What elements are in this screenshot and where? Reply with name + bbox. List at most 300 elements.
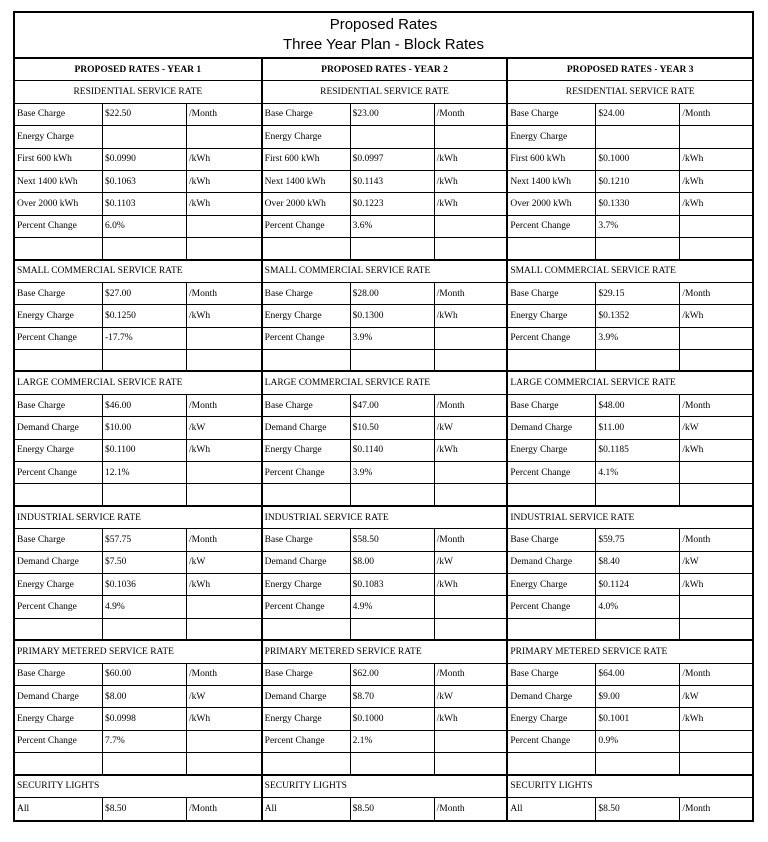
rate-value <box>596 753 680 773</box>
rate-value: $47.00 <box>351 395 435 416</box>
rate-value <box>351 619 435 639</box>
section-label: RESIDENTIAL SERVICE RATE <box>565 87 695 98</box>
rate-unit <box>435 619 507 639</box>
table-row <box>508 328 752 350</box>
rate-value: $0.1330 <box>596 193 680 214</box>
rate-label: Base Charge <box>508 395 596 416</box>
rate-label: Percent Change <box>263 216 351 237</box>
rate-unit <box>680 350 752 370</box>
rate-value: $10.50 <box>351 417 435 438</box>
rate-label <box>15 350 103 370</box>
rate-label <box>508 484 596 504</box>
rate-label: Percent Change <box>15 731 103 752</box>
rate-unit <box>187 619 261 639</box>
section-label: INDUSTRIAL SERVICE RATE <box>17 512 141 523</box>
rate-label: Percent Change <box>15 462 103 483</box>
rate-label: Percent Change <box>263 731 351 752</box>
rate-unit: /kWh <box>682 579 704 590</box>
section-label: LARGE COMMERCIAL SERVICE RATE <box>17 378 183 389</box>
rate-unit: /kW <box>189 691 206 702</box>
year-columns <box>15 59 752 820</box>
rate-label <box>263 350 351 370</box>
rate-label: Energy Charge <box>508 126 596 147</box>
rate-label: First 600 kWh <box>263 149 351 170</box>
rate-unit: /kW <box>436 557 454 568</box>
table-row <box>263 440 507 462</box>
rate-value: -17.7% <box>103 328 187 349</box>
section-label: SMALL COMMERCIAL SERVICE RATE <box>264 266 431 277</box>
table-row <box>263 171 507 193</box>
rate-value: $9.00 <box>596 686 680 707</box>
rate-value: 3.7% <box>596 216 680 237</box>
section-label: RESIDENTIAL SERVICE RATE <box>320 87 449 98</box>
rate-label <box>15 484 103 504</box>
table-row <box>508 440 752 462</box>
rate-label: Base Charge <box>508 664 596 685</box>
rate-unit: /kWh <box>436 154 458 165</box>
rate-label: Demand Charge <box>263 552 351 573</box>
rate-value: $28.00 <box>351 283 435 304</box>
rate-unit: /Month <box>682 534 711 545</box>
rate-unit <box>435 126 507 147</box>
rate-label: Percent Change <box>508 462 596 483</box>
section-label: PRIMARY METERED SERVICE RATE <box>510 646 668 657</box>
table-row <box>15 686 261 708</box>
rate-value: $0.0990 <box>103 149 187 170</box>
rate-unit <box>435 350 507 370</box>
rate-label: Percent Change <box>263 596 351 617</box>
rate-value: $46.00 <box>103 395 187 416</box>
rate-label: Percent Change <box>15 216 103 237</box>
rate-unit: /kW <box>436 691 454 702</box>
section-label: SECURITY LIGHTS <box>17 781 100 792</box>
rate-label: Energy Charge <box>508 708 596 729</box>
rate-unit <box>435 328 507 349</box>
rate-unit: /kWh <box>436 445 458 456</box>
section-label: PRIMARY METERED SERVICE RATE <box>264 646 422 657</box>
table-row <box>15 731 261 753</box>
year-2-column <box>261 59 507 820</box>
rate-label: Base Charge <box>263 283 351 304</box>
table-row <box>15 283 261 305</box>
table-row <box>263 686 507 708</box>
rate-unit: /kW <box>682 422 699 433</box>
rate-value: $62.00 <box>351 664 435 685</box>
rate-unit: /Month <box>189 288 217 299</box>
rate-value: $58.50 <box>351 529 435 550</box>
table-row <box>263 708 507 730</box>
rate-unit: /kWh <box>436 714 458 725</box>
rate-value: $8.50 <box>103 798 187 820</box>
rate-value: $22.50 <box>103 104 187 125</box>
rate-unit <box>187 216 261 237</box>
rate-value: $8.50 <box>596 798 680 820</box>
table-row <box>15 574 261 596</box>
rate-label: Base Charge <box>508 104 596 125</box>
rate-label <box>508 350 596 370</box>
rate-label <box>263 484 351 504</box>
rate-label: All <box>508 798 596 820</box>
section-label: SMALL COMMERCIAL SERVICE RATE <box>17 266 183 277</box>
table-row <box>508 462 752 484</box>
rate-value: $8.50 <box>351 798 435 820</box>
table-row <box>15 708 261 730</box>
rate-unit: /Month <box>682 669 711 680</box>
table-row <box>263 395 507 417</box>
rate-value <box>351 238 435 258</box>
table-row <box>508 417 752 439</box>
rate-unit: /Month <box>436 804 465 815</box>
table-row <box>508 395 752 417</box>
table-row <box>263 283 507 305</box>
table-row <box>263 731 507 753</box>
rate-value: 3.9% <box>351 328 435 349</box>
rate-value: $57.75 <box>103 529 187 550</box>
section-label: LARGE COMMERCIAL SERVICE RATE <box>510 378 676 389</box>
rate-value: $0.1352 <box>596 305 680 326</box>
rate-value: $0.1223 <box>351 193 435 214</box>
rate-value: $0.1103 <box>103 193 187 214</box>
table-row <box>263 596 507 618</box>
rate-unit: /Month <box>436 400 465 411</box>
rate-label: All <box>15 798 103 820</box>
rate-label: Energy Charge <box>15 440 103 461</box>
rate-unit <box>680 126 752 147</box>
rate-label: All <box>263 798 351 820</box>
table-row <box>263 574 507 596</box>
rate-label <box>15 238 103 258</box>
table-row <box>508 283 752 305</box>
table-row <box>263 619 507 641</box>
year-3-column <box>506 59 752 820</box>
rate-value <box>103 619 187 639</box>
rate-value: $27.00 <box>103 283 187 304</box>
rate-unit <box>680 596 752 617</box>
rate-value: $8.00 <box>351 552 435 573</box>
rate-value: $0.1124 <box>596 574 680 595</box>
table-row <box>263 484 507 506</box>
rate-unit <box>187 462 261 483</box>
rate-label: Over 2000 kWh <box>263 193 351 214</box>
rate-value: $0.1185 <box>596 440 680 461</box>
rate-unit: /kW <box>682 691 699 702</box>
table-row <box>263 328 507 350</box>
rate-label: Base Charge <box>263 664 351 685</box>
rate-unit: /kW <box>189 422 206 433</box>
rate-label: Base Charge <box>263 529 351 550</box>
rate-unit <box>680 462 752 483</box>
table-row <box>263 216 507 238</box>
rate-value <box>103 350 187 370</box>
table-row <box>508 484 752 506</box>
rate-label: Energy Charge <box>508 574 596 595</box>
table-row <box>263 193 507 215</box>
rate-unit: /kWh <box>189 579 211 590</box>
rate-value <box>596 484 680 504</box>
rate-unit <box>680 731 752 752</box>
table-row <box>263 238 507 260</box>
rate-unit <box>187 753 261 773</box>
rate-label: Percent Change <box>263 328 351 349</box>
rate-value: $0.1300 <box>351 305 435 326</box>
rate-unit: /kWh <box>189 310 211 321</box>
rate-label: Base Charge <box>15 283 103 304</box>
rate-value: $0.1063 <box>103 171 187 192</box>
rate-unit <box>187 484 261 504</box>
rate-unit <box>680 619 752 639</box>
rate-value: $64.00 <box>596 664 680 685</box>
rate-unit: /Month <box>682 400 711 411</box>
rate-unit <box>435 753 507 773</box>
rate-unit: /kWh <box>436 579 458 590</box>
section-label: PRIMARY METERED SERVICE RATE <box>17 646 174 657</box>
table-row <box>263 798 507 820</box>
rate-unit: /Month <box>436 109 465 120</box>
rate-label: Base Charge <box>15 664 103 685</box>
table-row <box>15 664 261 686</box>
rate-label: Base Charge <box>15 529 103 550</box>
table-row <box>263 529 507 551</box>
rate-label: Demand Charge <box>508 417 596 438</box>
rate-value: 4.1% <box>596 462 680 483</box>
rate-unit: /Month <box>189 669 217 680</box>
rate-label: Base Charge <box>15 395 103 416</box>
rate-label: Over 2000 kWh <box>508 193 596 214</box>
rate-label: Over 2000 kWh <box>15 193 103 214</box>
rate-value: $0.1036 <box>103 574 187 595</box>
rate-label <box>508 238 596 258</box>
table-row <box>15 350 261 372</box>
rate-value: $0.1083 <box>351 574 435 595</box>
rate-value: $0.1143 <box>351 171 435 192</box>
table-row <box>15 104 261 126</box>
rate-unit: /Month <box>682 109 711 120</box>
rate-label: Percent Change <box>508 596 596 617</box>
table-row <box>263 417 507 439</box>
rate-unit: /Month <box>682 804 711 815</box>
section-label: RESIDENTIAL SERVICE RATE <box>73 87 203 98</box>
rate-label: Percent Change <box>508 216 596 237</box>
title-line-1: Proposed Rates <box>329 16 438 33</box>
table-row <box>508 596 752 618</box>
table-row <box>508 193 752 215</box>
rate-unit <box>680 328 752 349</box>
rate-value: 0.9% <box>596 731 680 752</box>
rate-value: $0.1250 <box>103 305 187 326</box>
table-row <box>15 596 261 618</box>
rate-unit: /Month <box>436 669 465 680</box>
table-row <box>15 462 261 484</box>
year-header: PROPOSED RATES - YEAR 2 <box>321 64 448 75</box>
rate-unit <box>187 238 261 258</box>
rate-value: $23.00 <box>351 104 435 125</box>
rate-label: Next 1400 kWh <box>508 171 596 192</box>
rate-unit: /Month <box>189 400 217 411</box>
table-row <box>508 529 752 551</box>
table-row <box>263 462 507 484</box>
rate-unit: /kWh <box>682 445 704 456</box>
table-row <box>15 126 261 148</box>
table-row <box>508 126 752 148</box>
rate-value <box>596 126 680 147</box>
rate-unit: /kWh <box>189 154 211 165</box>
rate-label: Energy Charge <box>15 574 103 595</box>
table-row <box>15 216 261 238</box>
rate-value: $8.40 <box>596 552 680 573</box>
rate-label: Percent Change <box>508 328 596 349</box>
table-row <box>508 619 752 641</box>
rate-unit: /Month <box>189 534 217 545</box>
table-row <box>508 552 752 574</box>
table-row <box>508 104 752 126</box>
rate-unit <box>187 731 261 752</box>
rate-label <box>15 753 103 773</box>
rate-value: $0.1100 <box>103 440 187 461</box>
rate-unit: /kWh <box>682 714 704 725</box>
rate-label: Percent Change <box>15 328 103 349</box>
rate-value: $0.0998 <box>103 708 187 729</box>
rate-label: Demand Charge <box>15 552 103 573</box>
table-row <box>508 708 752 730</box>
rate-unit: /Month <box>189 804 217 815</box>
rate-label <box>263 753 351 773</box>
rate-label: Base Charge <box>263 104 351 125</box>
table-row <box>508 350 752 372</box>
rate-label: Energy Charge <box>15 126 103 147</box>
rate-value: $48.00 <box>596 395 680 416</box>
section-label: SMALL COMMERCIAL SERVICE RATE <box>510 266 676 277</box>
table-row <box>15 149 261 171</box>
table-row <box>15 440 261 462</box>
table-row <box>263 305 507 327</box>
rate-unit: /Month <box>682 288 711 299</box>
table-row <box>508 664 752 686</box>
table-row <box>263 126 507 148</box>
rate-label: Demand Charge <box>263 686 351 707</box>
rate-unit: /kWh <box>436 176 458 187</box>
rate-unit: /kW <box>682 557 699 568</box>
rate-value: $8.70 <box>351 686 435 707</box>
table-row <box>15 305 261 327</box>
rate-value: $0.1140 <box>351 440 435 461</box>
table-row <box>15 238 261 260</box>
rate-value: $0.0997 <box>351 149 435 170</box>
rate-label: Base Charge <box>15 104 103 125</box>
rate-unit <box>435 238 507 258</box>
rates-table <box>13 11 754 822</box>
rate-label: Demand Charge <box>15 686 103 707</box>
rate-unit: /kW <box>189 557 206 568</box>
table-row <box>15 798 261 820</box>
rate-label: Percent Change <box>15 596 103 617</box>
title-line-2: Three Year Plan - Block Rates <box>283 36 484 53</box>
rate-value: $29.15 <box>596 283 680 304</box>
rate-label <box>508 619 596 639</box>
section-label: SECURITY LIGHTS <box>510 781 593 792</box>
rate-label: Next 1400 kWh <box>15 171 103 192</box>
rate-value <box>103 753 187 773</box>
rate-value <box>103 484 187 504</box>
rate-value: 3.6% <box>351 216 435 237</box>
table-row <box>263 552 507 574</box>
table-row <box>263 753 507 775</box>
rate-label: Demand Charge <box>508 552 596 573</box>
rate-value <box>351 753 435 773</box>
table-row <box>508 731 752 753</box>
rate-value: $8.00 <box>103 686 187 707</box>
table-row <box>508 574 752 596</box>
rate-value: 7.7% <box>103 731 187 752</box>
rate-unit <box>435 216 507 237</box>
table-row <box>508 305 752 327</box>
rate-label: Demand Charge <box>15 417 103 438</box>
rate-value <box>596 238 680 258</box>
rate-value: 6.0% <box>103 216 187 237</box>
rate-label <box>15 619 103 639</box>
rate-label <box>263 238 351 258</box>
table-row <box>15 417 261 439</box>
rate-unit: /kWh <box>682 199 704 210</box>
table-row <box>15 193 261 215</box>
rate-unit <box>187 328 261 349</box>
rate-value: 4.0% <box>596 596 680 617</box>
rate-value <box>596 619 680 639</box>
section-label: LARGE COMMERCIAL SERVICE RATE <box>264 378 431 389</box>
rate-value: $10.00 <box>103 417 187 438</box>
rate-value: $24.00 <box>596 104 680 125</box>
rate-label: Base Charge <box>263 395 351 416</box>
rate-unit: /kW <box>436 422 454 433</box>
rate-value: $11.00 <box>596 417 680 438</box>
rate-value: $60.00 <box>103 664 187 685</box>
table-row <box>15 328 261 350</box>
rate-unit: /kWh <box>436 199 458 210</box>
rate-unit <box>435 731 507 752</box>
table-row <box>15 529 261 551</box>
rate-label: Energy Charge <box>263 708 351 729</box>
table-row <box>508 216 752 238</box>
rate-value <box>351 350 435 370</box>
table-row <box>508 798 752 820</box>
rate-value <box>103 126 187 147</box>
table-row <box>508 686 752 708</box>
table-row <box>15 552 261 574</box>
table-row <box>508 753 752 775</box>
rate-label: Percent Change <box>263 462 351 483</box>
rate-label: Energy Charge <box>263 574 351 595</box>
rate-label <box>263 619 351 639</box>
rate-unit <box>680 238 752 258</box>
rate-label: Energy Charge <box>263 126 351 147</box>
rate-unit: /Month <box>436 534 465 545</box>
section-label: INDUSTRIAL SERVICE RATE <box>264 512 389 523</box>
rate-label: Energy Charge <box>508 440 596 461</box>
rate-label: Next 1400 kWh <box>263 171 351 192</box>
rate-label: Energy Charge <box>263 305 351 326</box>
rate-unit: /kWh <box>682 154 704 165</box>
table-row <box>508 238 752 260</box>
rate-unit <box>680 484 752 504</box>
rate-value <box>351 484 435 504</box>
rate-unit <box>187 350 261 370</box>
rate-label: First 600 kWh <box>508 149 596 170</box>
rate-label: Base Charge <box>508 283 596 304</box>
rate-unit: /kWh <box>189 714 211 725</box>
rate-unit <box>187 126 261 147</box>
rate-unit: /kWh <box>682 176 704 187</box>
table-row <box>15 619 261 641</box>
year-header: PROPOSED RATES - YEAR 1 <box>74 64 202 75</box>
